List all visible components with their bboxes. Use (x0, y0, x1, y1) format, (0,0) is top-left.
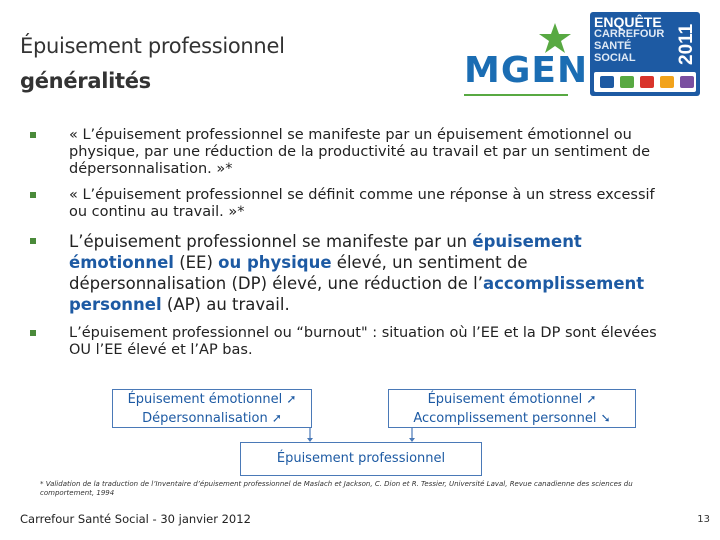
arrow-up-icon: ➚ (271, 411, 282, 425)
badge-line2: CARREFOUR (594, 28, 665, 40)
box-line (113, 390, 311, 409)
bullet-text: L’épuisement professionnel ou “burnout" : situation où l’EE et la DP sont élevées OU l’EE élevé et l’AP bas. (69, 325, 657, 358)
emphasis-ap: accomplissement personnel (69, 274, 645, 314)
slide-title: Épuisement professionnel (20, 34, 285, 58)
page-number: 13 (697, 514, 710, 525)
box-line (113, 409, 311, 428)
bullet-text: « L’épuisement professionnel se définit comme une réponse à un stress excessif ou continu au travail. »* (69, 187, 655, 220)
box-ee-ap (388, 389, 636, 428)
box-line (389, 409, 635, 428)
arrow-down-icon: ➘ (600, 411, 611, 425)
emphasis-ee: épuisement émotionnel (69, 232, 582, 272)
bullet-text-part: élevé, un sentiment de dépersonnalisation (DP) élevé, une réduction de l’ (69, 253, 528, 293)
box-label: Épuisement émotionnel (427, 392, 583, 407)
bullet-text: « L’épuisement professionnel se manifeste par un épuisement émotionnel ou physique, par une réduction de la productivité au travail et par un sentiment de dépersonnalisation. »* (69, 127, 651, 177)
mgen-wordmark: MGEN (464, 50, 589, 91)
badge-line3: SANTÉ SOCIAL (594, 40, 636, 64)
bullet-text-part: L’épuisement professionnel se manifeste par un (69, 232, 473, 251)
bullet-text-part: (EE) (173, 253, 219, 272)
footnote: * Validation de la traduction de l’Inventaire d’épuisement professionnel de Maslach et Jackson, C. Dion et R. Tessier, Université Laval, Revue canadienne des sciences du comportement, 1994 (40, 480, 633, 497)
box-label: Dépersonnalisation (142, 411, 268, 426)
box-ee-dp (112, 389, 312, 428)
arrow-up-icon: ➚ (586, 392, 597, 406)
box-label: Accomplissement personnel (413, 411, 597, 426)
badge-year: 2011 (676, 23, 697, 65)
box-label: Épuisement professionnel (276, 451, 446, 466)
slide-subtitle: généralités (20, 69, 151, 93)
badge-line1: ENQUÊTE (594, 14, 662, 30)
footer-text: Carrefour Santé Social - 30 janvier 2012 (20, 512, 251, 526)
bullet-text-part: (AP) au travail. (161, 295, 290, 314)
box-label: Épuisement émotionnel (127, 392, 283, 407)
emphasis-physique: ou physique (218, 253, 332, 272)
box-epuisement-professionnel (240, 442, 482, 476)
arrow-up-icon: ➚ (286, 392, 297, 406)
box-line (389, 390, 635, 409)
